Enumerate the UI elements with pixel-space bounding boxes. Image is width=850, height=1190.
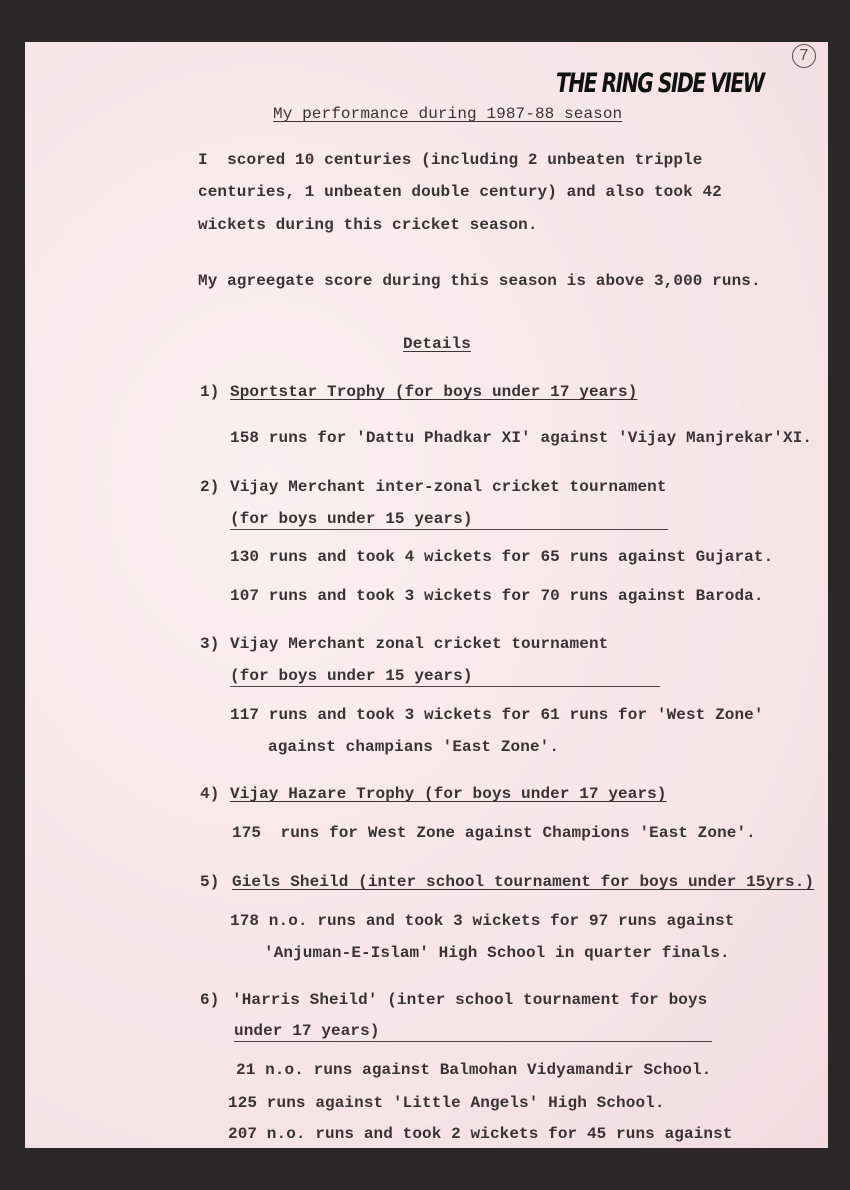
section-line: 207 n.o. runs and took 2 wickets for 45 runs against	[228, 1125, 733, 1143]
document-title: My performance during 1987-88 season	[273, 105, 623, 123]
section-line: 158 runs for 'Dattu Phadkar XI' against 'Vijay Manjrekar'XI.	[230, 429, 813, 447]
section-line: 125 runs against 'Little Angels' High School.	[228, 1094, 665, 1112]
section-line: against champians 'East Zone'.	[268, 738, 560, 756]
section-title: under 17 years)	[234, 1021, 712, 1042]
section-line: 117 runs and took 3 wickets for 61 runs for 'West Zone'	[230, 706, 764, 724]
section-number: 5)	[200, 873, 220, 891]
section-line: 21 n.o. runs against Balmohan Vidyamandir School.	[236, 1061, 712, 1079]
section-title: Vijay Hazare Trophy (for boys under 17 years)	[230, 785, 667, 803]
section-number: 6)	[200, 991, 220, 1009]
section-number: 1)	[200, 383, 220, 401]
section-title: (for boys under 15 years)	[230, 509, 668, 530]
section-title: 'Harris Sheild' (inter school tournament for boys	[232, 991, 708, 1009]
section-number: 2)	[200, 478, 220, 496]
section-number: 4)	[200, 785, 220, 803]
section-line: 107 runs and took 3 wickets for 70 runs against Baroda.	[230, 587, 764, 605]
section-title: (for boys under 15 years)	[230, 666, 660, 687]
intro-line: centuries, 1 unbeaten double century) and also took 42	[198, 183, 722, 201]
section-title: Giels Sheild (inter school tournament for boys under 15yrs.)	[232, 873, 815, 891]
page-number: 7	[792, 44, 816, 68]
section-title: Vijay Merchant inter-zonal cricket tournament	[230, 478, 667, 496]
section-line: 'Anjuman-E-Islam' High School in quarter finals.	[264, 944, 730, 962]
intro-line: I scored 10 centuries (including 2 unbeaten tripple	[198, 151, 703, 169]
section-line: 130 runs and took 4 wickets for 65 runs against Gujarat.	[230, 548, 774, 566]
watermark-logo: THE RING SIDE VIEW	[556, 68, 764, 99]
section-line: 175 runs for West Zone against Champions 'East Zone'.	[232, 824, 756, 842]
section-title: Sportstar Trophy (for boys under 17 years)	[230, 383, 638, 401]
details-heading: Details	[403, 335, 471, 353]
section-number: 3)	[200, 635, 220, 653]
intro-line: wickets during this cricket season.	[198, 216, 538, 234]
section-title: Vijay Merchant zonal cricket tournament	[230, 635, 609, 653]
section-line: 178 n.o. runs and took 3 wickets for 97 runs against	[230, 912, 735, 930]
aggregate-line: My agreegate score during this season is above 3,000 runs.	[198, 272, 761, 290]
